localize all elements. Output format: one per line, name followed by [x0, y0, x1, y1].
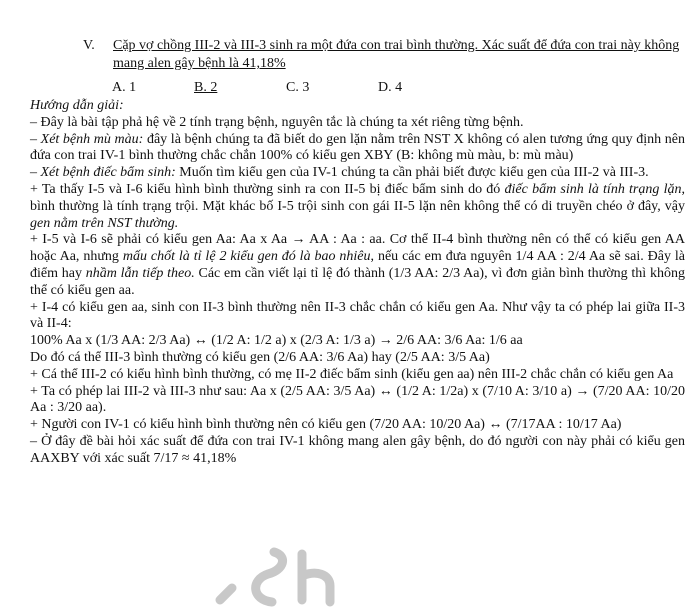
solution-line: + Ta có phép lai III-2 và III-3 như sau: Aa x (2/5 AA: 3/5 Aa) ↔ (1/2 A: 1/2a) x (7/10 A: 3/10 a) → (7/20 AA: 10/20 Aa : 3/20 aa).: [30, 383, 685, 416]
emphasis-text: mấu chốt là tỉ lệ 2 kiểu gen đó là bao nhiêu: [122, 249, 371, 265]
solution-heading: Hướng dẫn giải:: [30, 98, 124, 113]
solution-line: – Ở đây đề bài hỏi xác suất để đứa con trai IV-1 không mang alen gây bệnh, do đó người con này phải có kiểu gen AAXBY với xác suất 7/17 ≈ 41,18%: [30, 433, 685, 466]
text-run: + Ta thấy I-5 và I-6 kiểu hình bình thường sinh ra con II-5 bị điếc bẩm sinh do đó: [30, 181, 505, 197]
emphasis-text: gen nằm trên NST thường.: [30, 215, 179, 231]
text-run: + I-5 và I-6 sẽ phải có kiểu gen Aa: Aa x Aa → AA : Aa : aa. Cơ thể II-4 bình thường nên có thể có kiểu gen AA hoặc Aa, nhưng: [30, 232, 685, 265]
emphasis-text: Xét bệnh điếc bẩm sinh:: [40, 165, 176, 181]
emphasis-text: Xét bệnh mù màu:: [40, 131, 144, 147]
question-stem: Cặp vợ chồng III-2 và III-3 sinh ra một đứa con trai bình thường. Xác suất để đứa con trai này không mang alen gây bệnh là 41,18%: [113, 38, 680, 71]
emphasis-text: điếc bẩm sinh là tính trạng lặn: [504, 181, 682, 197]
text-run: đây là bệnh chúng ta đã biết do gen lặn nằm trên NST X không có alen tương ứng quy định nên đứa con trai IV-1 bình thường chắc chắn 100% có kiểu gen XBY (B: không mù màu, b: mù màu): [30, 131, 685, 164]
text-run: Các em cần viết lại tỉ lệ đó thành (1/3 AA: 2/3 Aa), vì đơn giản bình thường thì không thể có kiểu gen aa.: [30, 265, 685, 298]
option-b: B. 2: [194, 80, 218, 95]
solution-line: [30, 232, 685, 299]
solution-line: [30, 182, 685, 232]
emphasis-text: nhầm lẫn tiếp theo.: [85, 265, 195, 281]
solution-line: – Xét bệnh mù màu: đây là bệnh chúng ta đã biết do gen lặn nằm trên NST X không có alen tương ứng quy định nên đứa con trai IV-1 bình thường chắc chắn 100% có kiểu gen XBY (B: không mù màu, b: mù màu): [30, 131, 685, 164]
text-run: , bình thường là tính trạng trội. Mặt khác bố I-5 trội sinh con gái II-5 lặn nên không thể có di truyền chéo ở đây, vậy: [30, 181, 685, 214]
solution-line: + Người con IV-1 có kiểu hình bình thường nên có kiểu gen (7/20 AA: 10/20 Aa) ↔ (7/17AA : 10/17 Aa): [30, 417, 622, 433]
solution-line: + Cá thể III-2 có kiểu hình bình thường, có mẹ II-2 điếc bẩm sinh (kiểu gen aa) nên III-2 chắc chắn có kiểu gen Aa: [30, 366, 674, 382]
solution-line: – Đây là bài tập phả hệ về 2 tính trạng bệnh, nguyên tắc là chúng ta xét riêng từng bệnh.: [30, 114, 524, 130]
solution-line: – Xét bệnh điếc bẩm sinh: Muốn tìm kiểu gen của IV-1 chúng ta cần phải biết được kiểu gen của III-2 và III-3.: [30, 165, 649, 181]
solution-body: [30, 98, 685, 468]
question-number: V.: [83, 38, 95, 53]
watermark-mark: [180, 540, 350, 610]
text-run: , nếu các em đưa nguyên 1/4 AA : 2/4 Aa sẽ sai. Đây là điểm hay: [30, 249, 685, 281]
option-a: A. 1: [112, 80, 137, 95]
text-run: Muốn tìm kiểu gen của IV-1 chúng ta cần phải biết được kiểu gen của III-2 và III-3.: [175, 165, 649, 181]
solution-line: Do đó cá thể III-3 bình thường có kiểu gen (2/6 AA: 3/6 Aa) hay (2/5 AA: 3/5 Aa): [30, 349, 490, 365]
option-c: C. 3: [286, 80, 310, 95]
solution-line: 100% Aa x (1/3 AA: 2/3 Aa) ↔ (1/2 A: 1/2 a) x (2/3 A: 1/3 a) → 2/6 AA: 3/6 Aa: 1/6 aa: [30, 333, 523, 349]
solution-line: + I-4 có kiểu gen aa, sinh con II-3 bình thường nên II-3 chắc chắn có kiểu gen Aa. Như vậy ta có phép lai giữa II-3 và II-4:: [30, 299, 685, 332]
option-d: D. 4: [378, 80, 403, 95]
